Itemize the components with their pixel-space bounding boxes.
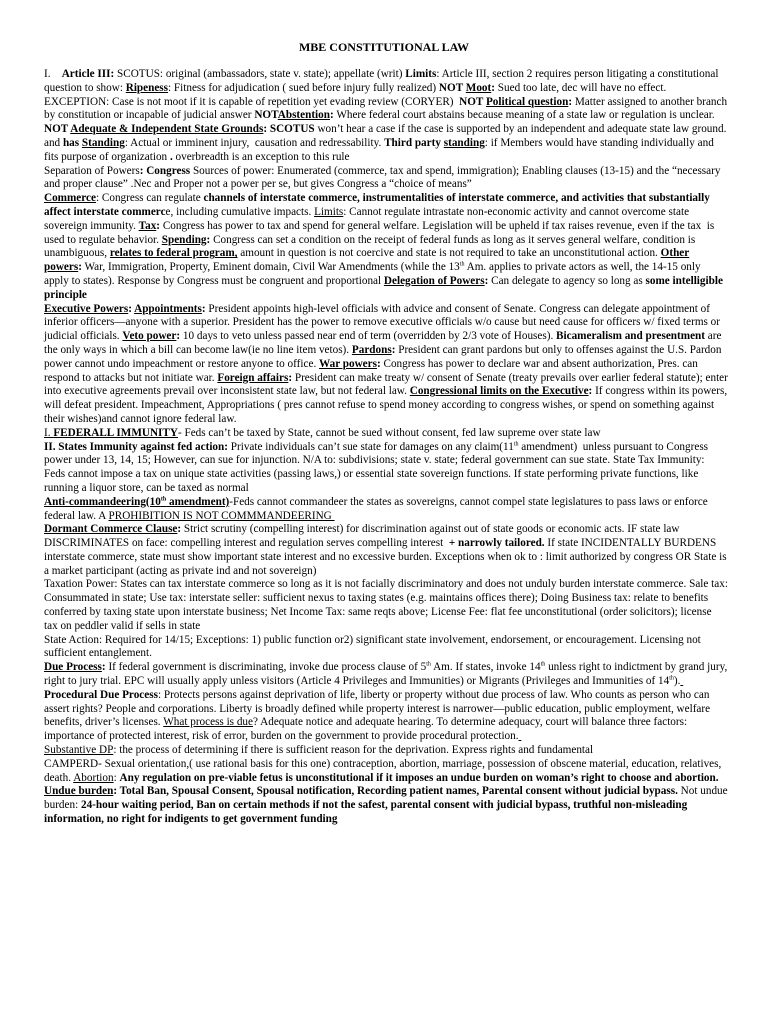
paragraph-separation-of-powers: Separation of Powers: Congress Sources of power: Enumerated (commerce, tax and spend, immigration); Enabling clauses (13-15) and the “necessary and proper clause” .Nec and Proper not a power per se, but gives Congress a “choice of means” bbox=[44, 164, 721, 191]
paragraph-article-iii: I. Article III: SCOTUS: original (ambassadors, state v. state); appellate (writ) Limits: Article III, section 2 requires person litigating a constitutional question to show: Ripeness: Fitness for adjudication ( sued before injury fully realized) NOT Moot: Sued too late, dec will have no effect. EXCEPTION: Case is not moot if it is capable of repetition yet evading review (CORYER) NOT Political question: Matter assigned to another branch by constitution or incapable of judicial answer NOTAbstention: Where federal court abstains because meaning of a state law or regulation is unclear. NOT Adequate & Independent State Grounds: SCOTUS won’t hear a case if the case is supported by an independent and adequate state law ground. and has Standing: Actual or imminent injury, causation and redressability. Third party standing: if Members would have standing individually and fits purpose of organization . overbreadth is an exception to this rule bbox=[44, 68, 728, 163]
paragraph-states-immunity: II. States Immunity against fed action: Private individuals can’t sue state for damages on any claim(11th amendment) unless pursuant to Congress power under 13, 14, 15; However, can sue for injunction. N/A to: subdivisions; state v. state; federal government can sue state. State Tax Immunity: Feds cannot impose a tax on unique state activities (passing laws,) or essential state sovereign functions. If state performing private functions, like running a liquor store, can be taxed as normal bbox=[44, 440, 709, 494]
paragraph-taxation-power: Taxation Power: States can tax interstate commerce so long as it is not facially discriminatory and does not unduly burden interstate commerce. Sale tax: Consummated in state; Use tax: interstate seller: sufficient nexus to taxing states (e.g. maintains offices there); Doing Business tax: relate to benefits conferred by taxing state upon interstate business; Net Income Tax: same reqts above; License Fee: flat fee unconstitutional (order solicitors); license tax on peddler valid if sells in state bbox=[44, 578, 728, 632]
paragraph-federal-immunity: I. FEDERALL IMMUNITY- Feds can’t be taxed by State, cannot be sued without consent, fed law supreme over state law bbox=[44, 426, 601, 439]
paragraph-executive-powers: Executive Powers: Appointments: President appoints high-level officials with advice and consent of Senate. Congress can delegate appointment of inferior officers—anyone with a superior. President has the power to remove executive officials w/o cause but need cause for officers w/ fixed terms or judicial officials. Veto power: 10 days to veto unless passed near end of term (overridden by 2/3 vote of Houses). Bicameralism and presentment are the only ways in which a bill can become law(ie no line item vetos). Pardons: President can grant pardons but only to offenses against the U.S. Pardon power cannot undo impeachment or restore anyone to office. War powers: Congress has power to declare war and absent authorization, Pres. can respond to attacks but not initiate war. Foreign affairs: President can make treaty w/ consent of Senate (treaty prevails over earlier federal statute); enter into executive agreements prevail over inconsistent state law, but not federal law. Congressional limits on the Executive: If congress within its powers, will defeat president. Impeachment, Appropriations ( pres cannot refuse to spend money according to congress wishes, or spend on something against their wishes)and cannot ignore federal law. bbox=[44, 302, 728, 425]
paragraph-state-action: State Action: Required for 14/15; Exceptions: 1) public function or2) significant state involvement, endorsement, or encouragement. Licensing not sufficient entanglement. bbox=[44, 633, 701, 660]
document-body bbox=[44, 68, 728, 827]
paragraph-substantive-dp: Substantive DP: the process of determining if there is sufficient reason for the deprivation. Express rights and fundamental bbox=[44, 744, 594, 757]
paragraph-due-process: Due Process: If federal government is discriminating, invoke due process clause of 5th Am. If states, invoke 14th unless right to indictment by grand jury, right to jury trial. EPC will usually apply unless visitors (Article 4 Privileges and Immunities) or Migrants (Privileges and Immunities of 14th). bbox=[44, 661, 728, 688]
document-title: MBE CONSTITUTIONAL LAW bbox=[298, 40, 470, 54]
paragraph-anti-commandeering: Anti-commandeering(10th amendment)-Feds cannot commandeer the states as sovereigns, cannot compel state legislatures to pass laws or enforce federal law. A PROHIBITION IS NOT COMMMANDEERING bbox=[44, 495, 708, 522]
paragraph-dormant-commerce: Dormant Commerce Clause: Strict scrutiny (compelling interest) for discrimination against out of state goods or economic acts. IF state law DISCRIMINATES on face: compelling interest and regulation serves compelling interest + narrowly tailored. If state INCIDENTALLY BURDENS interstate commerce, state must show important state interest and no excessive burden. Exceptions when ok to : limit authorized by congress OR State is a market participant (acting as private ind and not sovereign) bbox=[44, 523, 727, 577]
paragraph-procedural-due-process: Procedural Due Process: Protects persons against deprivation of life, liberty or property without due process of law. Who counts as person who can assert rights? People and corporations. Liberty is broadly defined while property interest is narrower—public education, public employment, welfare benefits, driver’s licenses. What process is due? Adequate notice and adequate hearing. To determine adequacy, court will balance three factors: importance of protected interest, risk of error, burden on the government to provide procedural protection. bbox=[44, 688, 711, 743]
paragraph-commerce: Commerce: Congress can regulate channels of interstate commerce, instrumentalities of interstate commerce, and activities that substantially affect interstate commerce, including cumulative impacts. Limits: Cannot regulate intrastate non-economic activity and cannot overcome state sovereign immunity. Tax: Congress has power to tax and spend for general welfare. Legislation will be upheld if tax raises revenue, even if the tax is used to regulate behavior. Spending: Congress can set a condition on the receipt of federal funds as long as it serves general welfare, condition is unambiguous, relates to federal program, amount in question is not coercive and state is not required to take an unconstitutional action. Other powers: War, Immigration, Property, Eminent domain, Civil War Amendments (while the 13th Am. applies to private actors as well, the 14-15 only apply to states). Response by Congress must be congruent and proportional Delegation of Powers: Can delegate to agency so long as some intelligible principle bbox=[44, 192, 723, 301]
paragraph-camperd: CAMPERD- Sexual orientation,( use rational basis for this one) contraception, abortion, marriage, possession of obscene material, education, relatives, death. Abortion: Any regulation on pre-viable fetus is unconstitutional if it imposes an undue burden on woman’s right to choose and abortion. Undue burden: Total Ban, Spousal Consent, Spousal notification, Recording patient names, Parental consent without judicial bypass. Not undue burden: 24-hour waiting period, Ban on certain methods if not the safest, parental consent with judicial bypass, truthful non-misleading information, no right for indigents to get government funding bbox=[44, 757, 728, 826]
